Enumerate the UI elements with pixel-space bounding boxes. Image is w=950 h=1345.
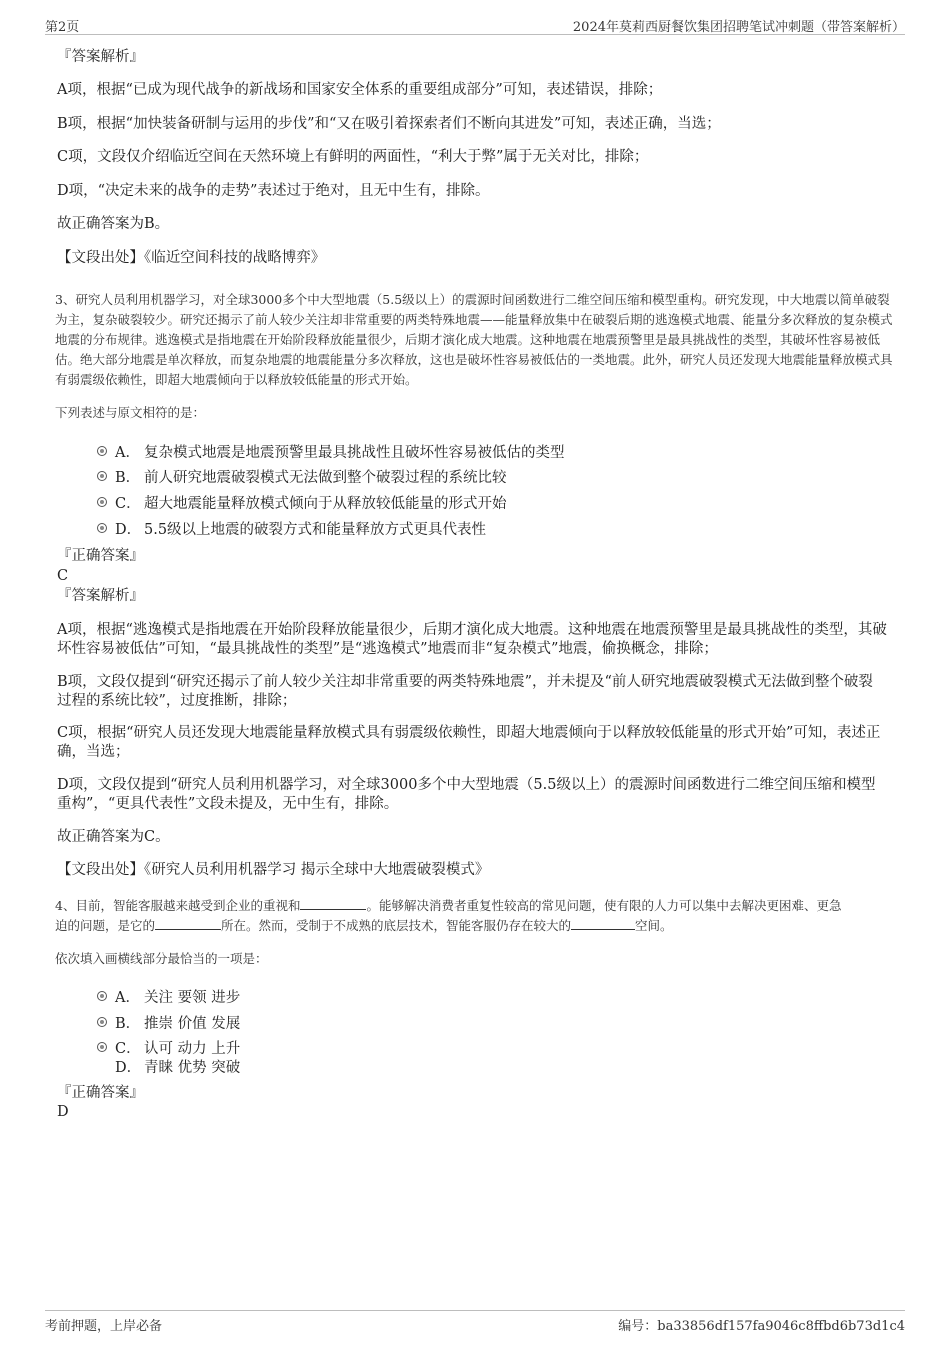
option-letter: A． bbox=[115, 445, 140, 461]
q2-analysis-label: 『答案解析』 bbox=[57, 49, 144, 65]
q3-analysis-a: A项，根据“逃逸模式是指地震在开始阶段释放能量很少，后期才演化成大地震。这种地震在地震预警里是最具挑战性的类型，其破坏性容易被低估”可知，“最具挑战性的类型”是“逃逸模式”地震而非“复杂模式”地震，偷换概念，排除； bbox=[57, 622, 887, 657]
q4-text: 迫的问题，是它的 bbox=[55, 918, 156, 933]
radio-button[interactable] bbox=[97, 446, 107, 456]
q4-passage-line1 bbox=[55, 896, 841, 915]
option-text: 认可 动力 上升 bbox=[144, 1041, 241, 1057]
q3-analysis-c: C项，根据“研究人员还发现大地震能量释放模式具有弱震级依赖性，即超大地震倾向于以释放较低能量的形式开始”可知，表述正确，当选； bbox=[57, 725, 881, 760]
radio-button[interactable] bbox=[97, 1017, 107, 1027]
page-header bbox=[45, 14, 905, 35]
q3-answer-label: 『正确答案』 bbox=[57, 548, 144, 564]
option-text: 青睐 优势 突破 bbox=[144, 1060, 241, 1076]
q4-passage-line2 bbox=[55, 916, 673, 935]
q3-source: 【文段出处】《研究人员利用机器学习 揭示全球中大地震破裂模式》 bbox=[57, 862, 490, 878]
option-text: 5.5级以上地震的破裂方式和能量释放方式更具代表性 bbox=[144, 522, 487, 538]
radio-button[interactable] bbox=[97, 1042, 107, 1052]
q2-analysis-a: A项，根据“已成为现代战争的新战场和国家安全体系的重要组成部分”可知，表述错误，排除； bbox=[57, 82, 663, 98]
q4-answer-label: 『正确答案』 bbox=[57, 1085, 144, 1101]
fill-blank-3 bbox=[571, 916, 635, 930]
q2-source: 【文段出处】《临近空间科技的战略博弈》 bbox=[57, 250, 326, 266]
footer-slogan: 考前押题，上岸必备 bbox=[45, 1319, 163, 1334]
q2-analysis-c: C项，文段仅介绍临近空间在天然环境上有鲜明的两面性，“利大于弊”属于无关对比，排除； bbox=[57, 149, 649, 165]
radio-button[interactable] bbox=[97, 497, 107, 507]
q3-passage: 3、研究人员利用机器学习，对全球3000多个中大型地震（5.5级以上）的震源时间函数进行二维空间压缩和模型重构。研究发现，中大地震以简单破裂为主，复杂破裂较少。研究还揭示了前人较少关注却非常重要的两类特殊地震——能量释放集中在破裂后期的逃逸模式地震、能量分多次释放的复杂模式地震的分布规律。逃逸模式是指地震在开始阶段释放能量很少，后期才演化成大地震。这种地震在地震预警里是最具挑战性的类型，其破坏性容易被低估。绝大部分地震是单次释放，而复杂地震的地震能量分多次释放，这也是破坏性容易被低估的一类地震。此外，研究人员还发现大地震能量释放模式具有弱震级依赖性，即超大地震倾向于以释放较低能量的形式开始。 bbox=[55, 292, 893, 387]
fill-blank-1 bbox=[300, 896, 366, 910]
radio-button[interactable] bbox=[97, 523, 107, 533]
option-text: 关注 要领 进步 bbox=[144, 990, 241, 1006]
q4-text: 4、目前，智能客服越来越受到企业的重视和 bbox=[55, 898, 301, 913]
option-letter: B． bbox=[115, 470, 141, 486]
option-text: 推崇 价值 发展 bbox=[144, 1016, 241, 1032]
q3-prompt: 下列表述与原文相符的是： bbox=[55, 405, 206, 420]
q3-answer: C bbox=[57, 568, 69, 584]
q4-text: 所在。然而，受制于不成熟的底层技术，智能客服仍存在较大的 bbox=[221, 918, 572, 933]
radio-button[interactable] bbox=[97, 471, 107, 481]
q4-answer: D bbox=[57, 1104, 69, 1120]
q3-conclusion: 故正确答案为C。 bbox=[57, 829, 170, 845]
option-letter: D． bbox=[115, 522, 142, 538]
document-title: 2024年莫莉西厨餐饮集团招聘笔试冲刺题（带答案解析） bbox=[572, 20, 905, 35]
option-letter: A． bbox=[115, 990, 140, 1006]
q2-conclusion: 故正确答案为B。 bbox=[57, 216, 170, 232]
fill-blank-2 bbox=[155, 916, 221, 930]
q2-analysis-d: D项，“决定未来的战争的走势”表述过于绝对，且无中生有，排除。 bbox=[57, 183, 490, 199]
q4-text: 。能够解决消费者重复性较高的常见问题，使有限的人力可以集中去解决更困难、更急 bbox=[366, 898, 842, 913]
page-footer bbox=[45, 1310, 905, 1335]
q3-analysis-b: B项，文段仅提到“研究还揭示了前人较少关注却非常重要的两类特殊地震”，并未提及“前人研究地震破裂模式无法做到整个破裂过程的系统比较”，过度推断，排除； bbox=[57, 674, 873, 709]
q4-text: 空间。 bbox=[635, 918, 673, 933]
q4-prompt: 依次填入画横线部分最恰当的一项是： bbox=[55, 951, 268, 966]
option-text: 复杂模式地震是地震预警里最具挑战性且破坏性容易被低估的类型 bbox=[144, 445, 565, 461]
option-text: 超大地震能量释放模式倾向于从释放较低能量的形式开始 bbox=[144, 496, 507, 512]
option-letter: B． bbox=[115, 1016, 141, 1032]
option-letter: D． bbox=[115, 1060, 142, 1076]
q3-analysis-d: D项，文段仅提到“研究人员利用机器学习，对全球3000多个中大型地震（5.5级以上）的震源时间函数进行二维空间压缩和模型重构”，“更具代表性”文段未提及，无中生有，排除。 bbox=[57, 777, 876, 812]
q3-analysis-label: 『答案解析』 bbox=[57, 588, 144, 604]
option-text: 前人研究地震破裂模式无法做到整个破裂过程的系统比较 bbox=[144, 470, 507, 486]
page-number: 第2页 bbox=[45, 20, 80, 35]
option-letter: C． bbox=[115, 496, 141, 512]
option-letter: C． bbox=[115, 1041, 141, 1057]
radio-button[interactable] bbox=[97, 991, 107, 1001]
document-code: 编号：ba33856df157fa9046c8ffbd6b73d1c4 bbox=[618, 1319, 905, 1334]
q2-analysis-b: B项，根据“加快装备研制与运用的步伐”和“又在吸引着探索者们不断向其进发”可知，表述正确，当选； bbox=[57, 116, 721, 132]
